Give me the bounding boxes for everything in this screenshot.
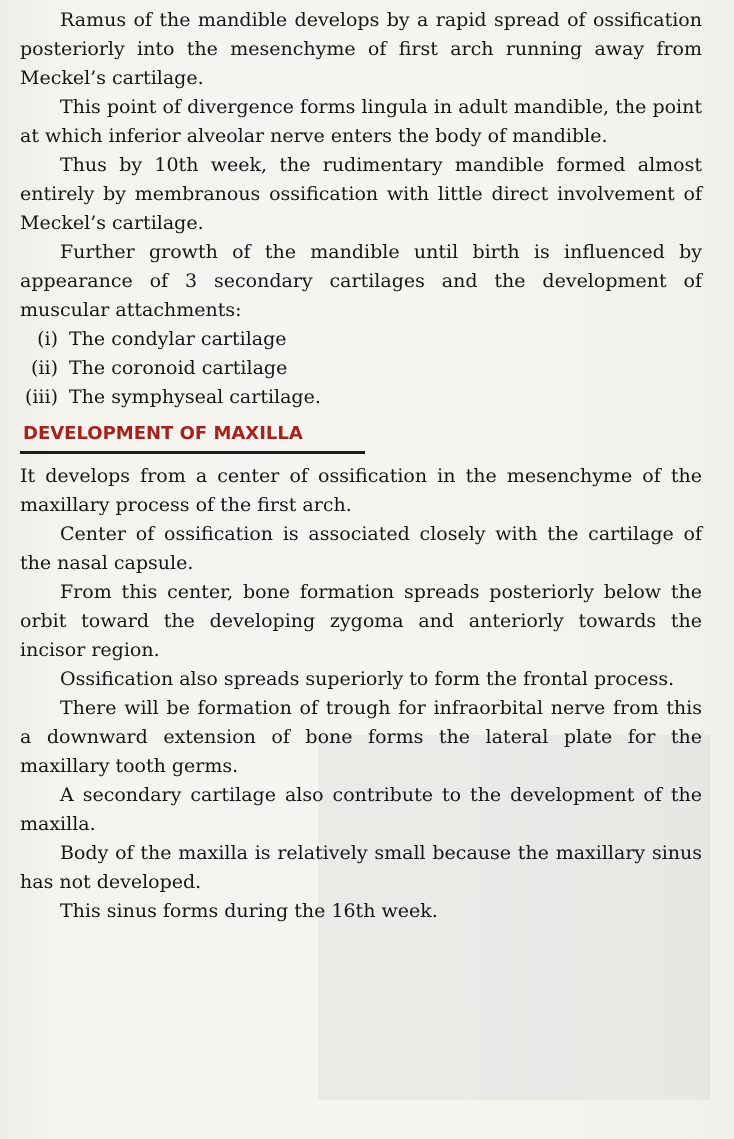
list-item-text: The symphyseal cartilage. bbox=[69, 386, 321, 408]
paragraph-secondary-cartilage: A secondary cartilage also contribute to the development of the maxilla. bbox=[20, 784, 702, 835]
paragraph-10th-week: Thus by 10th week, the rudimentary mandible formed almost entirely by membranous ossification with little direct involvement of Meckel’s cartilage. bbox=[20, 154, 702, 234]
text-body bbox=[20, 6, 702, 926]
paragraph-bone-formation: From this center, bone formation spreads posteriorly below the orbit toward the developing zygoma and anteriorly towards the incisor region. bbox=[20, 581, 702, 661]
list-marker: (iii) bbox=[24, 386, 58, 408]
paragraph-lingula: This point of divergence forms lingula in adult mandible, the point at which inferior alveolar nerve enters the body of mandible. bbox=[20, 96, 702, 147]
paragraph-frontal-process: Ossification also spreads superiorly to form the frontal process. bbox=[60, 668, 675, 690]
paragraph-infraorbital-trough: There will be formation of trough for infraorbital nerve from this a downward extension of bone forms the lateral plate for the maxillary tooth germs. bbox=[20, 697, 702, 777]
paragraph-further-growth: Further growth of the mandible until birth is influenced by appearance of 3 secondary cartilages and the development of muscular attachments: bbox=[20, 241, 702, 321]
paragraph-ramus: Ramus of the mandible develops by a rapid spread of ossification posteriorly into the mesenchyme of first arch running away from Meckel’s cartilage. bbox=[20, 9, 702, 89]
list-item bbox=[20, 383, 702, 412]
paragraph-maxilla-body: Body of the maxilla is relatively small because the maxillary sinus has not developed. bbox=[20, 842, 702, 893]
list-item-text: The coronoid cartilage bbox=[69, 357, 288, 379]
paragraph-sinus-forms: This sinus forms during the 16th week. bbox=[60, 900, 438, 922]
list-item bbox=[20, 325, 702, 354]
heading-underline bbox=[20, 451, 365, 454]
list-marker: (i) bbox=[37, 328, 58, 350]
secondary-cartilages-list bbox=[20, 325, 702, 412]
list-item-text: The condylar cartilage bbox=[69, 328, 287, 350]
section-heading: DEVELOPMENT OF MAXILLA bbox=[23, 423, 303, 444]
list-marker: (ii) bbox=[31, 357, 58, 379]
section-heading-block bbox=[20, 418, 702, 462]
list-item bbox=[20, 354, 702, 383]
paragraph-nasal-capsule: Center of ossification is associated closely with the cartilage of the nasal capsule. bbox=[20, 523, 702, 574]
paragraph-center-of-ossification: It develops from a center of ossification in the mesenchyme of the maxillary process of the first arch. bbox=[20, 465, 702, 516]
